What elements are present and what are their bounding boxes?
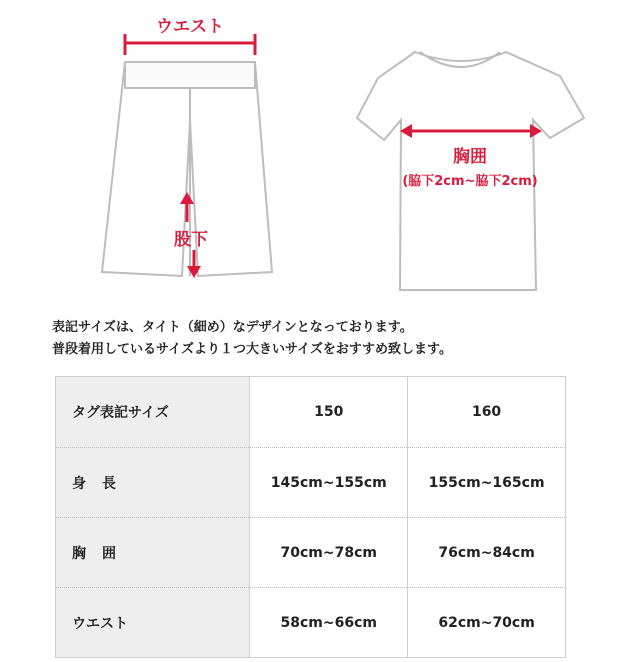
header-size-150: 150 bbox=[250, 377, 408, 448]
cell-value: 145cm~155cm bbox=[250, 448, 408, 518]
header-size-160: 160 bbox=[408, 377, 566, 448]
row-label-text: 身長 bbox=[72, 475, 132, 492]
header-label: タグ表記サイズ bbox=[56, 377, 250, 448]
row-label-chest bbox=[56, 518, 250, 588]
cell-value: 70cm~78cm bbox=[250, 518, 408, 588]
table-row bbox=[56, 518, 566, 588]
waist-marker bbox=[125, 34, 255, 55]
row-label-height bbox=[56, 448, 250, 518]
cell-value: 58cm~66cm bbox=[250, 588, 408, 658]
note-line: 普段着用しているサイズより１つ大きいサイズをおすすめ致します。 bbox=[52, 342, 453, 357]
cell-value: 76cm~84cm bbox=[408, 518, 566, 588]
table-header-row bbox=[56, 377, 566, 448]
chest-label: 胸囲 bbox=[453, 147, 487, 167]
row-label-text: 胸囲 bbox=[72, 545, 132, 562]
cell-value: 155cm~165cm bbox=[408, 448, 566, 518]
table-row bbox=[56, 448, 566, 518]
table-row bbox=[56, 588, 566, 658]
size-notes bbox=[52, 317, 612, 361]
note-line: 表記サイズは、タイト（細め）なデザインとなっております。 bbox=[52, 320, 413, 335]
size-table bbox=[55, 376, 566, 658]
garment-illustration bbox=[0, 0, 623, 310]
inseam-label: 股下 bbox=[174, 230, 208, 250]
chest-note: (脇下2cm~脇下2cm) bbox=[402, 174, 538, 189]
waist-label: ウエスト bbox=[156, 17, 224, 37]
cell-value: 62cm~70cm bbox=[408, 588, 566, 658]
tshirt-drawing bbox=[357, 52, 584, 290]
row-label-waist: ウエスト bbox=[56, 588, 250, 658]
